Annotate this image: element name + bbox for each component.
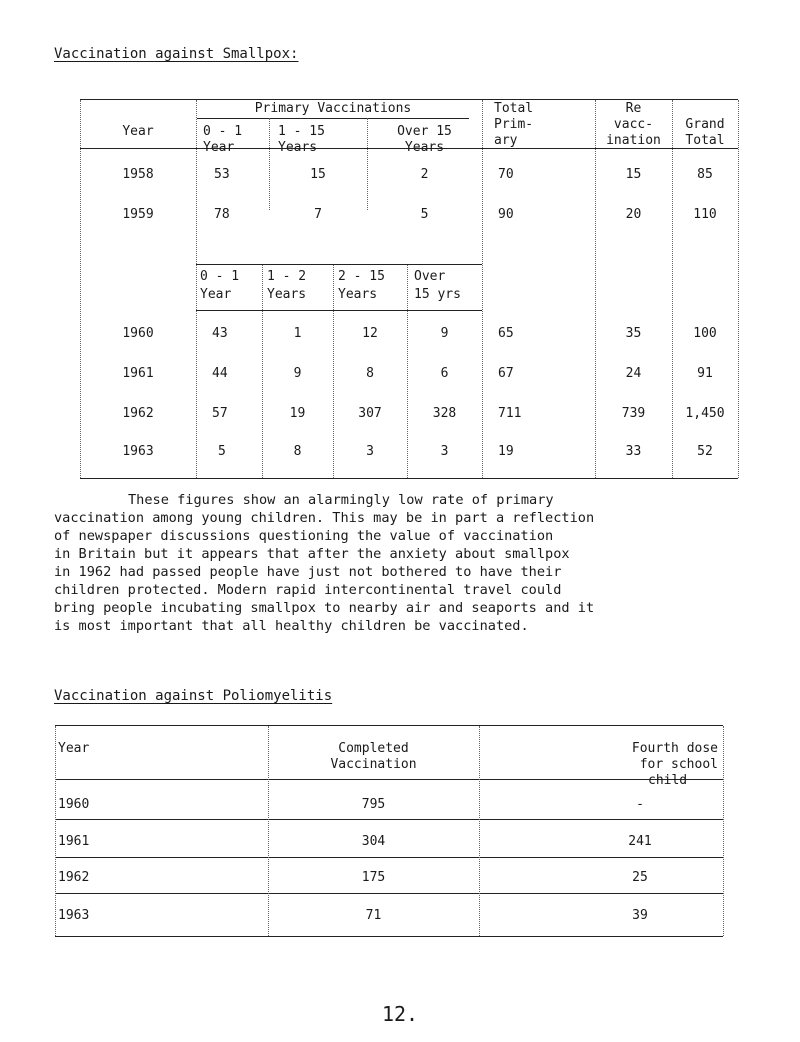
row-cell: 65 [498,326,514,341]
row-cell: 3 [440,444,449,459]
header-total-primary-l2: Prim- [494,117,534,132]
row-cell: 1,450 [685,406,725,421]
row-year: 1959 [122,207,154,222]
row-cell: 85 [697,167,713,182]
polio-section-title: Vaccination against Poliomyelitis [54,688,333,704]
paragraph-line: in 1962 had passed people have just not bothered to have their [54,564,562,580]
row-cell: 9 [440,326,449,341]
polio-header-completed-l2: Vaccination [330,757,417,772]
table-top-rule [80,99,738,100]
row-year: 1961 [122,366,154,381]
row-cell: 739 [621,406,646,421]
polio-header-fourth-dose-l3: child [648,773,688,788]
header-age-1-15-unit: Years [278,140,318,155]
page-number: 12. [381,1002,419,1026]
row-cell: 35 [625,326,642,341]
row-cell: 9 [293,366,302,381]
subheader-age-1-2-unit: Years [267,287,307,302]
row-cell: 5 [218,444,226,459]
header-age-1-15: 1 - 15 [278,124,325,139]
polio-top-rule [55,725,723,726]
paragraph-line: vaccination among young children. This may be in part a reflection [54,510,595,526]
table-bottom-rule [80,478,738,479]
row-cell: 6 [440,366,449,381]
subheader-top-rule [196,264,482,265]
row-cell: 2 [420,167,429,182]
row-cell: 19 [498,444,514,459]
row-cell: 44 [212,366,228,381]
header-age-over-15-unit: Years [404,140,445,155]
row-year: 1958 [122,167,154,182]
row-year: 1960 [122,326,154,341]
subheader-age-over-15-unit: 15 yrs [414,287,461,302]
polio-header-year: Year [58,741,90,756]
row-cell: 328 [432,406,457,421]
subheader-age-1-2: 1 - 2 [267,269,307,284]
header-year: Year [122,124,154,139]
row-year: 1963 [58,908,90,923]
polio-bottom-rule [55,936,723,937]
row-year: 1962 [122,406,154,421]
row-cell: 100 [693,326,717,341]
paragraph-line: is most important that all healthy children be vaccinated. [54,618,529,634]
paragraph-line: bring people incubating smallpox to nearby air and seaports and it [54,600,595,616]
header-age-over-15: Over 15 [397,124,452,139]
header-grand-total: Grand [685,117,725,132]
row-cell: 110 [693,207,717,222]
row-cell: 304 [361,834,386,849]
polio-row-rule [55,893,723,894]
row-cell: 8 [366,366,374,381]
header-age-0-1-unit: Year [203,140,235,155]
header-age-0-1: 0 - 1 [203,124,243,139]
col-divider [269,118,270,210]
row-year: 1960 [58,797,90,812]
row-cell: 15 [310,167,326,182]
paragraph-line: children protected. Modern rapid intercontinental travel could [54,582,562,598]
subheader-bottom-rule [196,310,482,311]
polio-row-rule [55,857,723,858]
row-year: 1961 [58,834,90,849]
row-cell: 3 [366,444,374,459]
polio-header-completed: Completed [338,741,409,756]
row-year: 1962 [58,870,90,885]
row-cell: 53 [214,167,230,182]
subheader-age-0-1: 0 - 1 [200,269,240,284]
row-cell: 24 [625,366,642,381]
row-cell: 5 [420,207,429,222]
row-cell: 175 [361,870,386,885]
subheader-age-2-15-unit: Years [338,287,378,302]
row-cell: 795 [361,797,386,812]
col-divider [482,100,483,478]
header-total-primary-l3: ary [494,133,518,148]
row-cell: 8 [293,444,302,459]
col-divider [196,100,197,478]
paragraph-line: These figures show an alarmingly low rate of primary [128,492,554,508]
col-divider [55,726,56,936]
row-cell: 7 [314,207,322,222]
row-cell: 70 [498,167,514,182]
row-cell: 43 [212,326,228,341]
row-cell: 12 [362,326,378,341]
row-cell: 33 [625,444,642,459]
row-cell: 57 [212,406,228,421]
subheader-age-2-15: 2 - 15 [338,269,385,284]
row-year: 1963 [122,444,154,459]
row-cell: 71 [365,908,382,923]
primary-group-rule [197,118,469,119]
row-cell: 25 [632,870,648,885]
subheader-age-0-1-unit: Year [200,287,232,302]
row-cell: 78 [214,207,230,222]
row-cell: 39 [632,908,648,923]
polio-header-fourth-dose-l2: for school [639,757,718,772]
commentary-paragraph [54,491,794,635]
row-cell: 1 [293,326,302,341]
row-cell: 91 [697,366,713,381]
col-divider [723,726,724,936]
row-cell: 52 [697,444,713,459]
polio-header-fourth-dose: Fourth dose [631,741,718,756]
polio-row-rule [55,819,723,820]
page-title: Vaccination against Smallpox: [54,46,299,62]
header-revaccination-l3: ination [606,133,661,148]
row-cell: 711 [498,406,522,421]
paragraph-line: of newspaper discussions questioning the value of vaccination [54,528,554,544]
row-cell: 241 [628,834,652,849]
header-revaccination-l2: vacc- [613,117,654,132]
header-revaccination: Re [625,101,642,116]
row-cell: 307 [358,406,382,421]
header-primary-vaccinations: Primary Vaccinations [254,101,412,116]
row-cell: 67 [498,366,514,381]
header-total-primary: Total [494,101,534,116]
header-grand-total-l2: Total [685,133,725,148]
polio-header-rule [55,779,723,780]
row-cell: 19 [289,406,306,421]
row-cell: 15 [625,167,642,182]
paragraph-line: in Britain but it appears that after the anxiety about smallpox [54,546,570,562]
subheader-age-over-15: Over [414,269,446,284]
row-cell: - [636,797,644,812]
row-cell: 90 [498,207,514,222]
col-divider [738,100,739,478]
row-cell: 20 [625,207,642,222]
